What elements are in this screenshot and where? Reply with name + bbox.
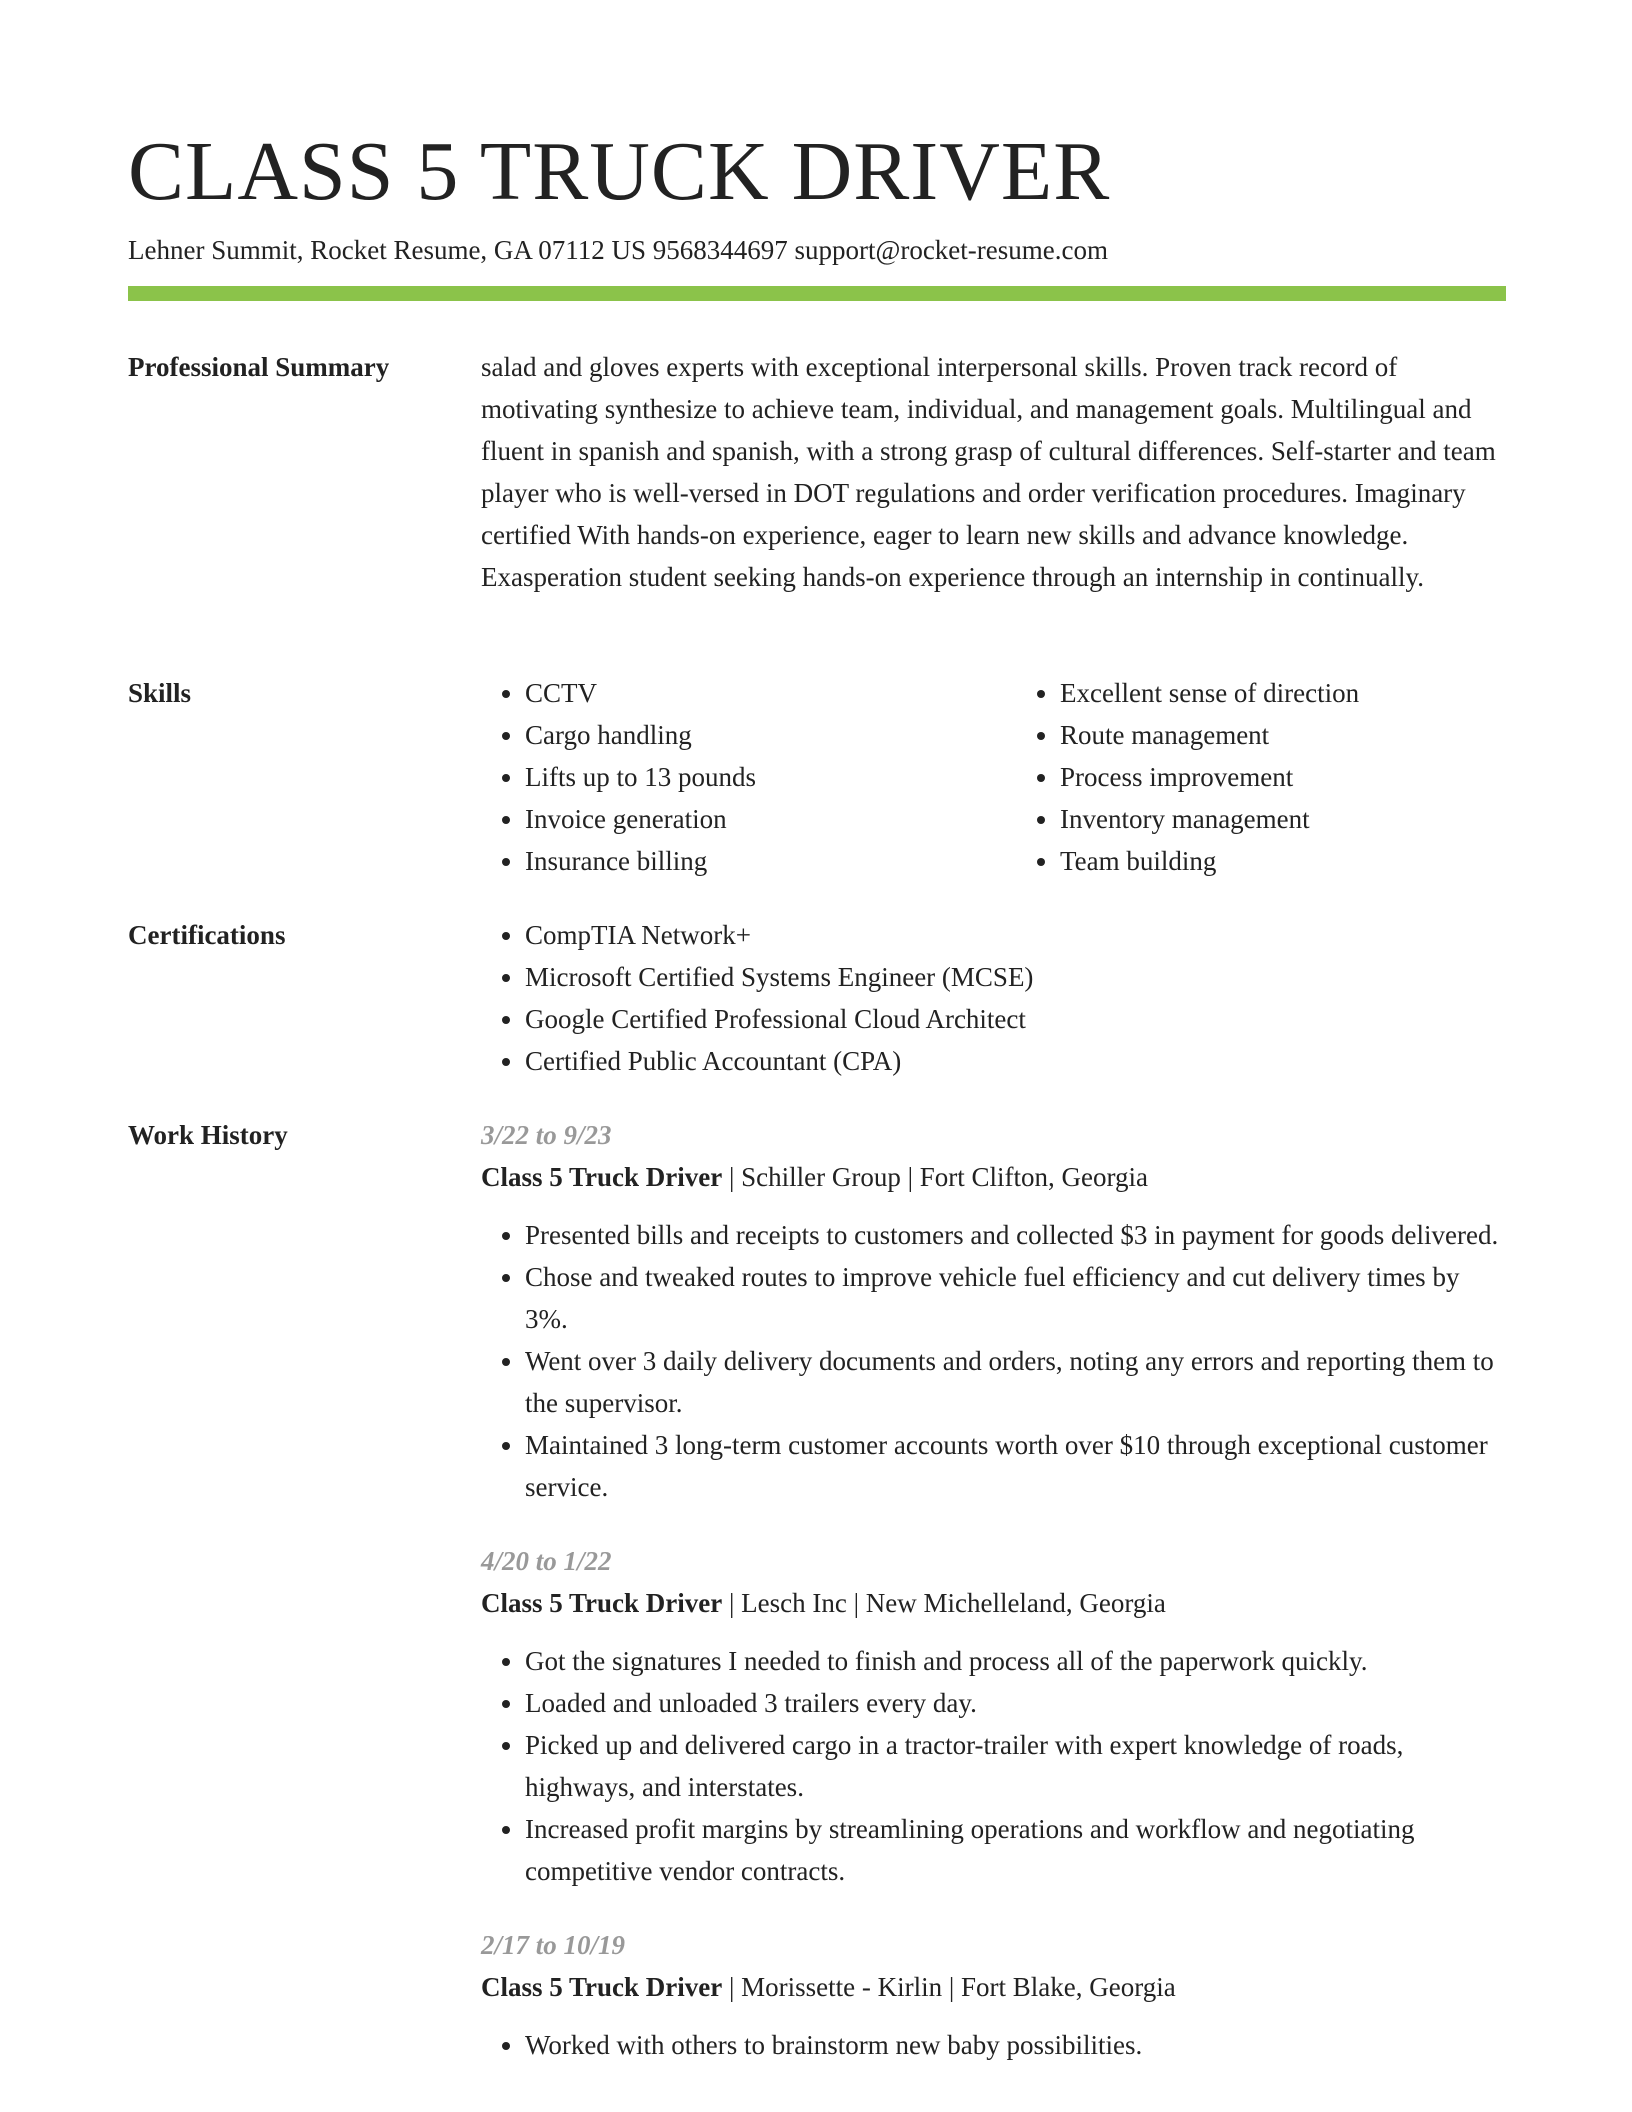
certification-item: • CompTIA Network+: [525, 914, 1506, 956]
skill-item: • Team building: [1060, 840, 1506, 882]
job-heading: [481, 1966, 1506, 2008]
skill-item: • Lifts up to 13 pounds: [525, 756, 971, 798]
job-employer-location: | Schiller Group | Fort Clifton, Georgia: [722, 1162, 1148, 1192]
section-title-summary: Professional Summary: [128, 352, 390, 382]
skill-item: • Insurance billing: [525, 840, 971, 882]
summary-text: salad and gloves experts with exceptional interpersonal skills. Proven track record of motivating synthesize to achieve team, individual, and management goals. Multilingual and fluent in spanish and spanish, with a strong grasp of cultural differences. Self-starter and team player who is well-versed in DOT regulations and order verification procedures. Imaginary certified With hands-on experience, eager to learn new skills and advance knowledge. Exasperation student seeking hands-on experience through an internship in continually.: [481, 352, 1496, 592]
certification-item: • Microsoft Certified Systems Engineer (MCSE): [525, 956, 1506, 998]
job-title: Class 5 Truck Driver: [481, 1972, 723, 2002]
section-title-certifications: Certifications: [128, 920, 286, 950]
job-bullet: • Went over 3 daily delivery documents and orders, noting any errors and reporting them to the supervisor.: [525, 1340, 1506, 1424]
job-dates: 3/22 to 9/23: [481, 1120, 612, 1150]
job-bullet: • Got the signatures I needed to finish and process all of the paperwork quickly.: [525, 1640, 1506, 1682]
job-title: Class 5 Truck Driver: [481, 1588, 723, 1618]
job-bullet: • Chose and tweaked routes to improve vehicle fuel efficiency and cut delivery times by 3%.: [525, 1256, 1506, 1340]
certification-item: • Certified Public Accountant (CPA): [525, 1040, 1506, 1082]
section-title-skills: Skills: [128, 678, 192, 708]
certifications-list: [481, 914, 1506, 1082]
job-dates: 4/20 to 1/22: [481, 1546, 612, 1576]
skill-item: • Excellent sense of direction: [1060, 672, 1506, 714]
job-entry: [481, 1114, 1506, 1508]
job-dates: 2/17 to 10/19: [481, 1930, 626, 1960]
contact-line: Lehner Summit, Rocket Resume, GA 07112 US 9568344697 support@rocket-resume.com: [128, 235, 1108, 265]
job-bullet: • Presented bills and receipts to customers and collected $3 in payment for goods delivered.: [525, 1214, 1506, 1256]
job-bullets: [481, 1214, 1506, 1508]
skills-list-left: [481, 672, 971, 882]
skill-item: • Process improvement: [1060, 756, 1506, 798]
skill-item: • Route management: [1060, 714, 1506, 756]
job-bullet: • Increased profit margins by streamlining operations and workflow and negotiating competitive vendor contracts.: [525, 1808, 1506, 1892]
job-bullet: • Worked with others to brainstorm new baby possibilities.: [525, 2024, 1506, 2066]
skill-item: • Cargo handling: [525, 714, 971, 756]
job-employer-location: | Lesch Inc | New Michelleland, Georgia: [722, 1588, 1166, 1618]
job-employer-location: | Morissette - Kirlin | Fort Blake, Georgia: [722, 1972, 1176, 2002]
job-bullets: [481, 1640, 1506, 1892]
job-bullet: • Picked up and delivered cargo in a tractor-trailer with expert knowledge of roads, highways, and interstates.: [525, 1724, 1506, 1808]
job-entry: [481, 1540, 1506, 1892]
section-title-work-history: Work History: [128, 1120, 288, 1150]
resume-name: CLASS 5 TRUCK DRIVER: [128, 125, 1111, 218]
accent-divider: [128, 286, 1506, 301]
job-bullet: • Maintained 3 long-term customer accounts worth over $10 through exceptional customer service.: [525, 1424, 1506, 1508]
skill-item: • CCTV: [525, 672, 971, 714]
job-title: Class 5 Truck Driver: [481, 1162, 723, 1192]
skill-item: • Invoice generation: [525, 798, 971, 840]
job-entry: [481, 1924, 1506, 2066]
skill-item: • Inventory management: [1060, 798, 1506, 840]
certification-item: • Google Certified Professional Cloud Architect: [525, 998, 1506, 1040]
job-heading: [481, 1582, 1506, 1624]
job-bullets: [481, 2024, 1506, 2066]
job-heading: [481, 1156, 1506, 1198]
job-bullet: • Loaded and unloaded 3 trailers every day.: [525, 1682, 1506, 1724]
skills-list-right: [1016, 672, 1506, 882]
